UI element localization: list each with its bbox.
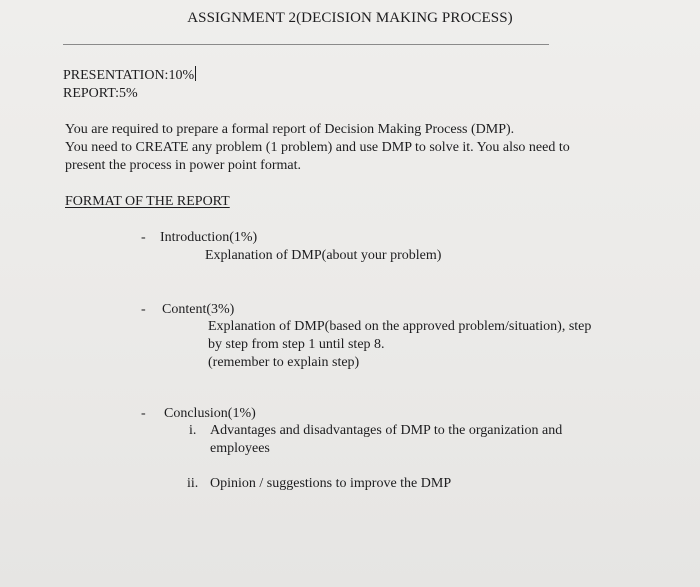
text-cursor <box>195 66 196 81</box>
conclusion-item-2-number: ii. <box>187 476 199 491</box>
conclusion-item-1-line-2: employees <box>210 441 270 456</box>
conclusion-item-1-line-1: Advantages and disadvantages of DMP to the organization and <box>210 423 563 438</box>
introduction-detail: Explanation of DMP(about your problem) <box>205 248 442 263</box>
intro-line-1: You are required to prepare a formal report of Decision Making Process (DMP). <box>65 122 515 137</box>
format-heading: FORMAT OF THE REPORT <box>65 194 230 209</box>
introduction-bullet: - <box>141 230 146 245</box>
conclusion-item-1-number: i. <box>189 423 197 438</box>
title-divider <box>63 44 549 45</box>
content-line-1: Explanation of DMP(based on the approved problem/situation), step <box>208 319 592 334</box>
conclusion-heading: Conclusion(1%) <box>164 406 256 421</box>
intro-line-3: present the process in power point format. <box>65 158 301 173</box>
intro-line-2: You need to CREATE any problem (1 problem) and use DMP to solve it. You also need to <box>65 140 570 155</box>
presentation-weight <box>63 66 196 85</box>
content-line-3: (remember to explain step) <box>208 355 360 370</box>
content-bullet: - <box>141 302 146 317</box>
content-line-2: by step from step 1 until step 8. <box>208 337 385 352</box>
content-heading: Content(3%) <box>162 302 235 317</box>
conclusion-bullet: - <box>141 406 146 421</box>
conclusion-item-2-text: Opinion / suggestions to improve the DMP <box>210 476 452 491</box>
presentation-weight-text: PRESENTATION:10% <box>63 68 195 83</box>
document-title: ASSIGNMENT 2(DECISION MAKING PROCESS) <box>187 10 513 26</box>
report-weight: REPORT:5% <box>63 86 138 101</box>
introduction-heading: Introduction(1%) <box>160 230 258 245</box>
